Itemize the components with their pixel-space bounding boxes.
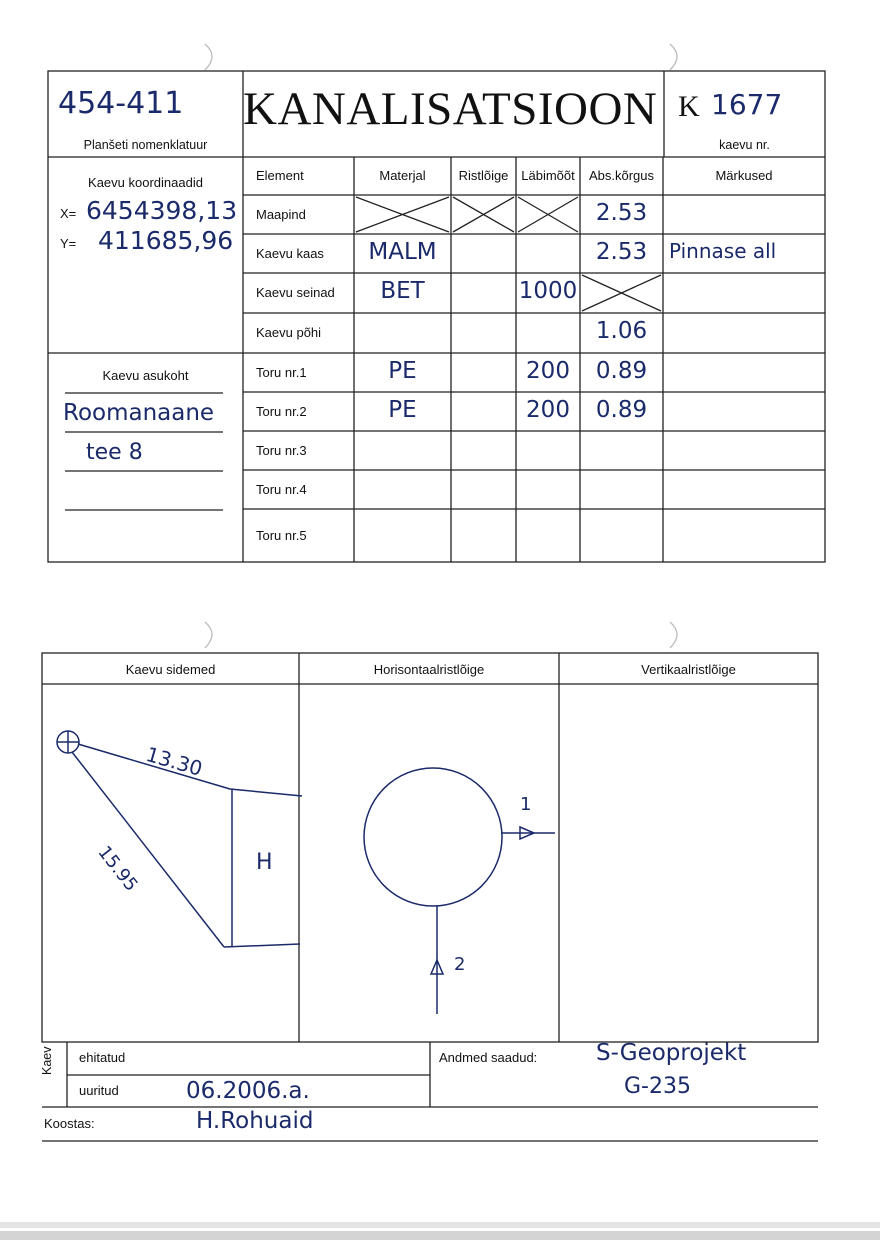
material-value: MALM [368, 238, 437, 265]
abs-height-value: 0.89 [595, 396, 648, 423]
horizontal-section-title: Horisontaalristlõige [373, 662, 485, 677]
manhole-number-label: kaevu nr. [719, 138, 770, 152]
material-value: PE [388, 396, 417, 423]
col-header-element: Element [256, 168, 304, 183]
pipe-2-label: 2 [454, 954, 466, 975]
col-header-abs-height: Abs.kõrgus [588, 168, 655, 183]
manhole-number: 1677 [711, 88, 783, 121]
sheet-nomenclature-value: 454-411 [58, 86, 184, 121]
distance-diagonal: 15.95 [93, 842, 142, 896]
element-label: Kaevu põhi [256, 325, 322, 340]
manhole-prefix: K [678, 90, 700, 123]
element-label: Kaevu seinad [256, 285, 335, 300]
compiled-by-value: H.Rohuaid [196, 1108, 314, 1134]
location-line-1: Roomanaane [63, 400, 215, 426]
x-coordinate: 6454398,13 [86, 196, 238, 225]
diameter-value: 1000 [518, 278, 578, 304]
surveyed-label: uuritud [79, 1083, 119, 1098]
ties-title: Kaevu sidemed [125, 662, 216, 677]
y-prefix: Y= [60, 236, 77, 251]
element-label: Toru nr.4 [256, 481, 307, 497]
y-coordinate: 411685,96 [98, 226, 234, 255]
location-line-2: tee 8 [86, 440, 143, 465]
col-header-material: Materjal [379, 168, 426, 183]
col-header-remarks: Märkused [715, 168, 773, 183]
element-label: Toru nr.1 [256, 364, 307, 380]
vertical-section-title: Vertikaalristlõige [641, 662, 736, 677]
data-source-label: Andmed saadud: [439, 1050, 538, 1065]
diameter-value: 200 [526, 357, 570, 384]
pipe-1-label: 1 [520, 794, 532, 815]
building-label: H [256, 850, 273, 875]
x-prefix: X= [60, 206, 77, 221]
element-label: Maapind [256, 206, 306, 222]
abs-height-value: 1.06 [595, 318, 648, 344]
location-label: Kaevu asukoht [102, 368, 189, 383]
remarks-value: Pinnase all [669, 238, 777, 263]
abs-height-value: 2.53 [595, 238, 648, 265]
col-header-diameter: Läbimõõt [521, 168, 575, 183]
surveyed-value: 06.2006.a. [186, 1078, 310, 1104]
sheet-nomenclature-label: Planšeti nomenklatuur [83, 138, 208, 152]
distance-top: 13.30 [143, 742, 206, 781]
material-value: BET [380, 278, 425, 304]
manhole-side-label: Kaev [40, 1046, 54, 1075]
form-title: KANALISATSIOON [243, 83, 658, 135]
compiled-by-label: Koostas: [44, 1116, 95, 1131]
element-label: Toru nr.5 [256, 527, 307, 543]
element-label: Toru nr.2 [256, 403, 307, 419]
col-header-cross-section: Ristlõige [458, 168, 509, 183]
data-source-line-1: S-Geoprojekt [596, 1040, 747, 1066]
material-value: PE [388, 357, 417, 384]
abs-height-value: 2.53 [595, 199, 648, 226]
element-label: Kaevu kaas [256, 245, 324, 261]
diameter-value: 200 [526, 396, 570, 423]
abs-height-value: 0.89 [595, 357, 648, 384]
built-label: ehitatud [79, 1050, 126, 1065]
element-label: Toru nr.3 [256, 442, 307, 458]
coordinates-label: Kaevu koordinaadid [88, 175, 203, 190]
data-source-line-2: G-235 [624, 1074, 691, 1099]
